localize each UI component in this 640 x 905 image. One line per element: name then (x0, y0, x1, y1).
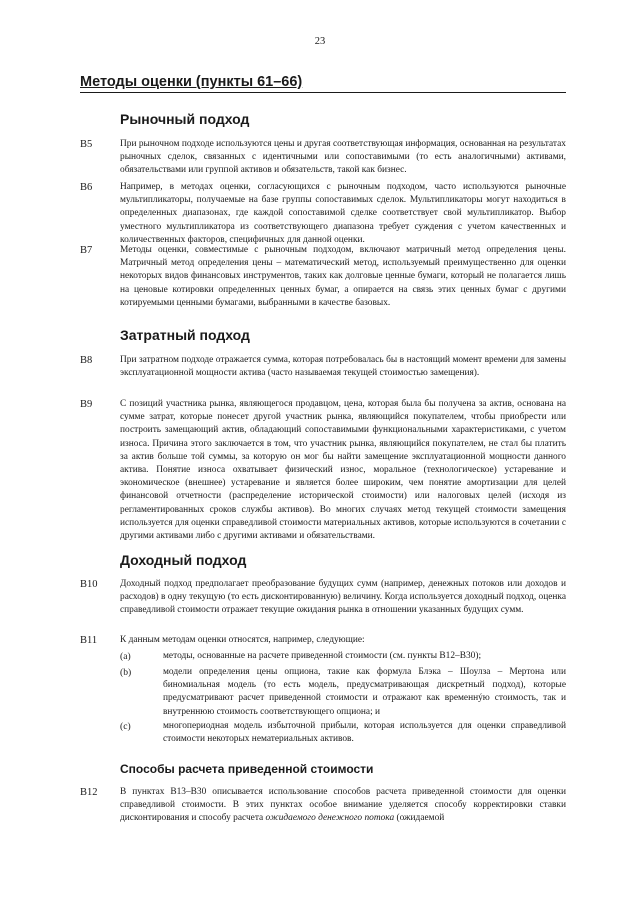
list-item-a: методы, основанные на расчете приведенной стоимости (см. пункты B12–B30); (163, 651, 482, 661)
paragraph-label-b7: B7 (80, 245, 93, 256)
paragraph-label-b8: B8 (80, 355, 93, 366)
paragraph-b8: При затратном подходе отражается сумма, которая потребовалась бы в настоящий момент времени для замены эксплуатационной мощности актива (часто называемая текущей стоимостью замещения). (120, 355, 566, 379)
paragraph-b5: При рыночном подходе используются цены и другая соответствующая информация, основанная на результатах рыночных сделок, связанных с идентичными или сопоставимыми (то есть аналогичными) активами, обязательствами или группой активов и обязательств, такой как бизнес. (120, 139, 566, 176)
paragraph-label-b6: B6 (80, 182, 93, 193)
paragraph-label-b12: B12 (80, 787, 98, 798)
paragraph-b10: Доходный подход предполагает преобразование будущих сумм (например, денежных потоков или доходов и расходов) в одну текущую (то есть дисконтированную) величину. Когда используется доходный подход, оценка справедливой стоимости отражает текущие ожидания рынка в отношении указанных будущих сумм. (120, 579, 566, 616)
paragraph-b7: Методы оценки, совместимые с рыночным подходом, включают матричный метод определения цены. Матричный метод определения цены – математический метод, используемый преимущественно для оценки некоторых видов финансовых инструментов, таких как долговые ценные бумаги, который не полагается лишь на ценовые котировки определенных ценных бумаг, а опирается на связь этих ценных бумаг с другими котируемыми ценными бумагами, выбранными в качестве базовых. (120, 245, 566, 308)
paragraph-label-b11: B11 (80, 635, 98, 646)
paragraph-b9: С позиций участника рынка, являющегося продавцом, цена, которая была бы получена за актив, основана на сумме затрат, которые понесет другой участник рынка, являющийся покупателем, чтобы приобрести или построить замещающий актив, обладающий сопоставимыми функциональными характеристиками, с учетом износа. Причина этого заключается в том, что участник рынка, являющийся покупателем, не стал бы платить за актив больше той суммы, за которую он мог бы найти замещение эксплуатационной мощности данного актива. Понятие износа охватывает физический износ, моральное (технологическое) устаревание и экономическое (внешнее) устаревание и является более широким, чем понятие амортизации для целей финансовой отчетности (распределение исторической стоимости) или налоговых целей (исходя из регламентированных сроков службы активов). Во многих случаях метод текущей стоимости замещения используется для оценки справедливой стоимости материальных активов, которые используются в сочетании с другими активами либо с другими активами и обязательствами. (120, 399, 566, 542)
list-item-c: многопериодная модель избыточной прибыли, которая используется для оценки справедливой стоимости некоторых нематериальных активов. (163, 721, 566, 745)
paragraph-label-b5: B5 (80, 139, 93, 150)
list-item-label-b: (b) (120, 667, 132, 678)
paragraph-b6: Например, в методах оценки, согласующихся с рыночным подходом, часто используются рыночные мультипликаторы, получаемые на базе группы сопоставимых сделок. Мультипликаторы могут находиться в определенных диапазонах, где каждой сопоставимой сделке соответствует свой мультипликатор. Выбор уместного мультипликатора из соответствующего диапазона требует суждения с учетом качественных и количественных факторов, специфичных для данной оценки. (120, 182, 566, 245)
paragraph-b12 (120, 786, 566, 826)
section-title: Методы оценки (пункты 61–66) (80, 74, 303, 90)
present-value-heading: Способы расчета приведенной стоимости (120, 762, 374, 776)
paragraph-label-b10: B10 (80, 579, 98, 590)
page-number: 23 (314, 36, 326, 47)
cost-approach-heading: Затратный подход (120, 327, 250, 343)
paragraph-b11: К данным методам оценки относятся, например, следующие: (120, 635, 365, 645)
income-approach-heading: Доходный подход (120, 552, 247, 568)
list-item-label-c: (c) (120, 721, 131, 732)
list-item-b: модели определения цены опциона, такие как формула Блэка – Шоулза – Мертона или биномиальная модель (то есть модель, предусматривающая дискретный подход), которые предусматривают расчет приведенной стоимости и отражают как временнýю стоимость, так и внутреннюю стоимость соответствующего опциона; и (163, 667, 566, 717)
paragraph-b12-italic-term: ожидаемого денежного потока (265, 813, 395, 824)
section-divider (80, 92, 566, 93)
market-approach-heading: Рыночный подход (120, 111, 250, 127)
paragraph-label-b9: B9 (80, 399, 93, 410)
list-item-label-a: (a) (120, 651, 131, 662)
paragraph-b12-text-start: В пунктах B13–B30 описывается использование способов расчета приведенной стоимости для оценки справедливой стоимости. В этих пунктах особое внимание уделяется способу корректировки ставки дисконтирования и способу расчета (120, 787, 566, 824)
paragraph-b12-text-end: (ожидаемой (394, 813, 445, 824)
